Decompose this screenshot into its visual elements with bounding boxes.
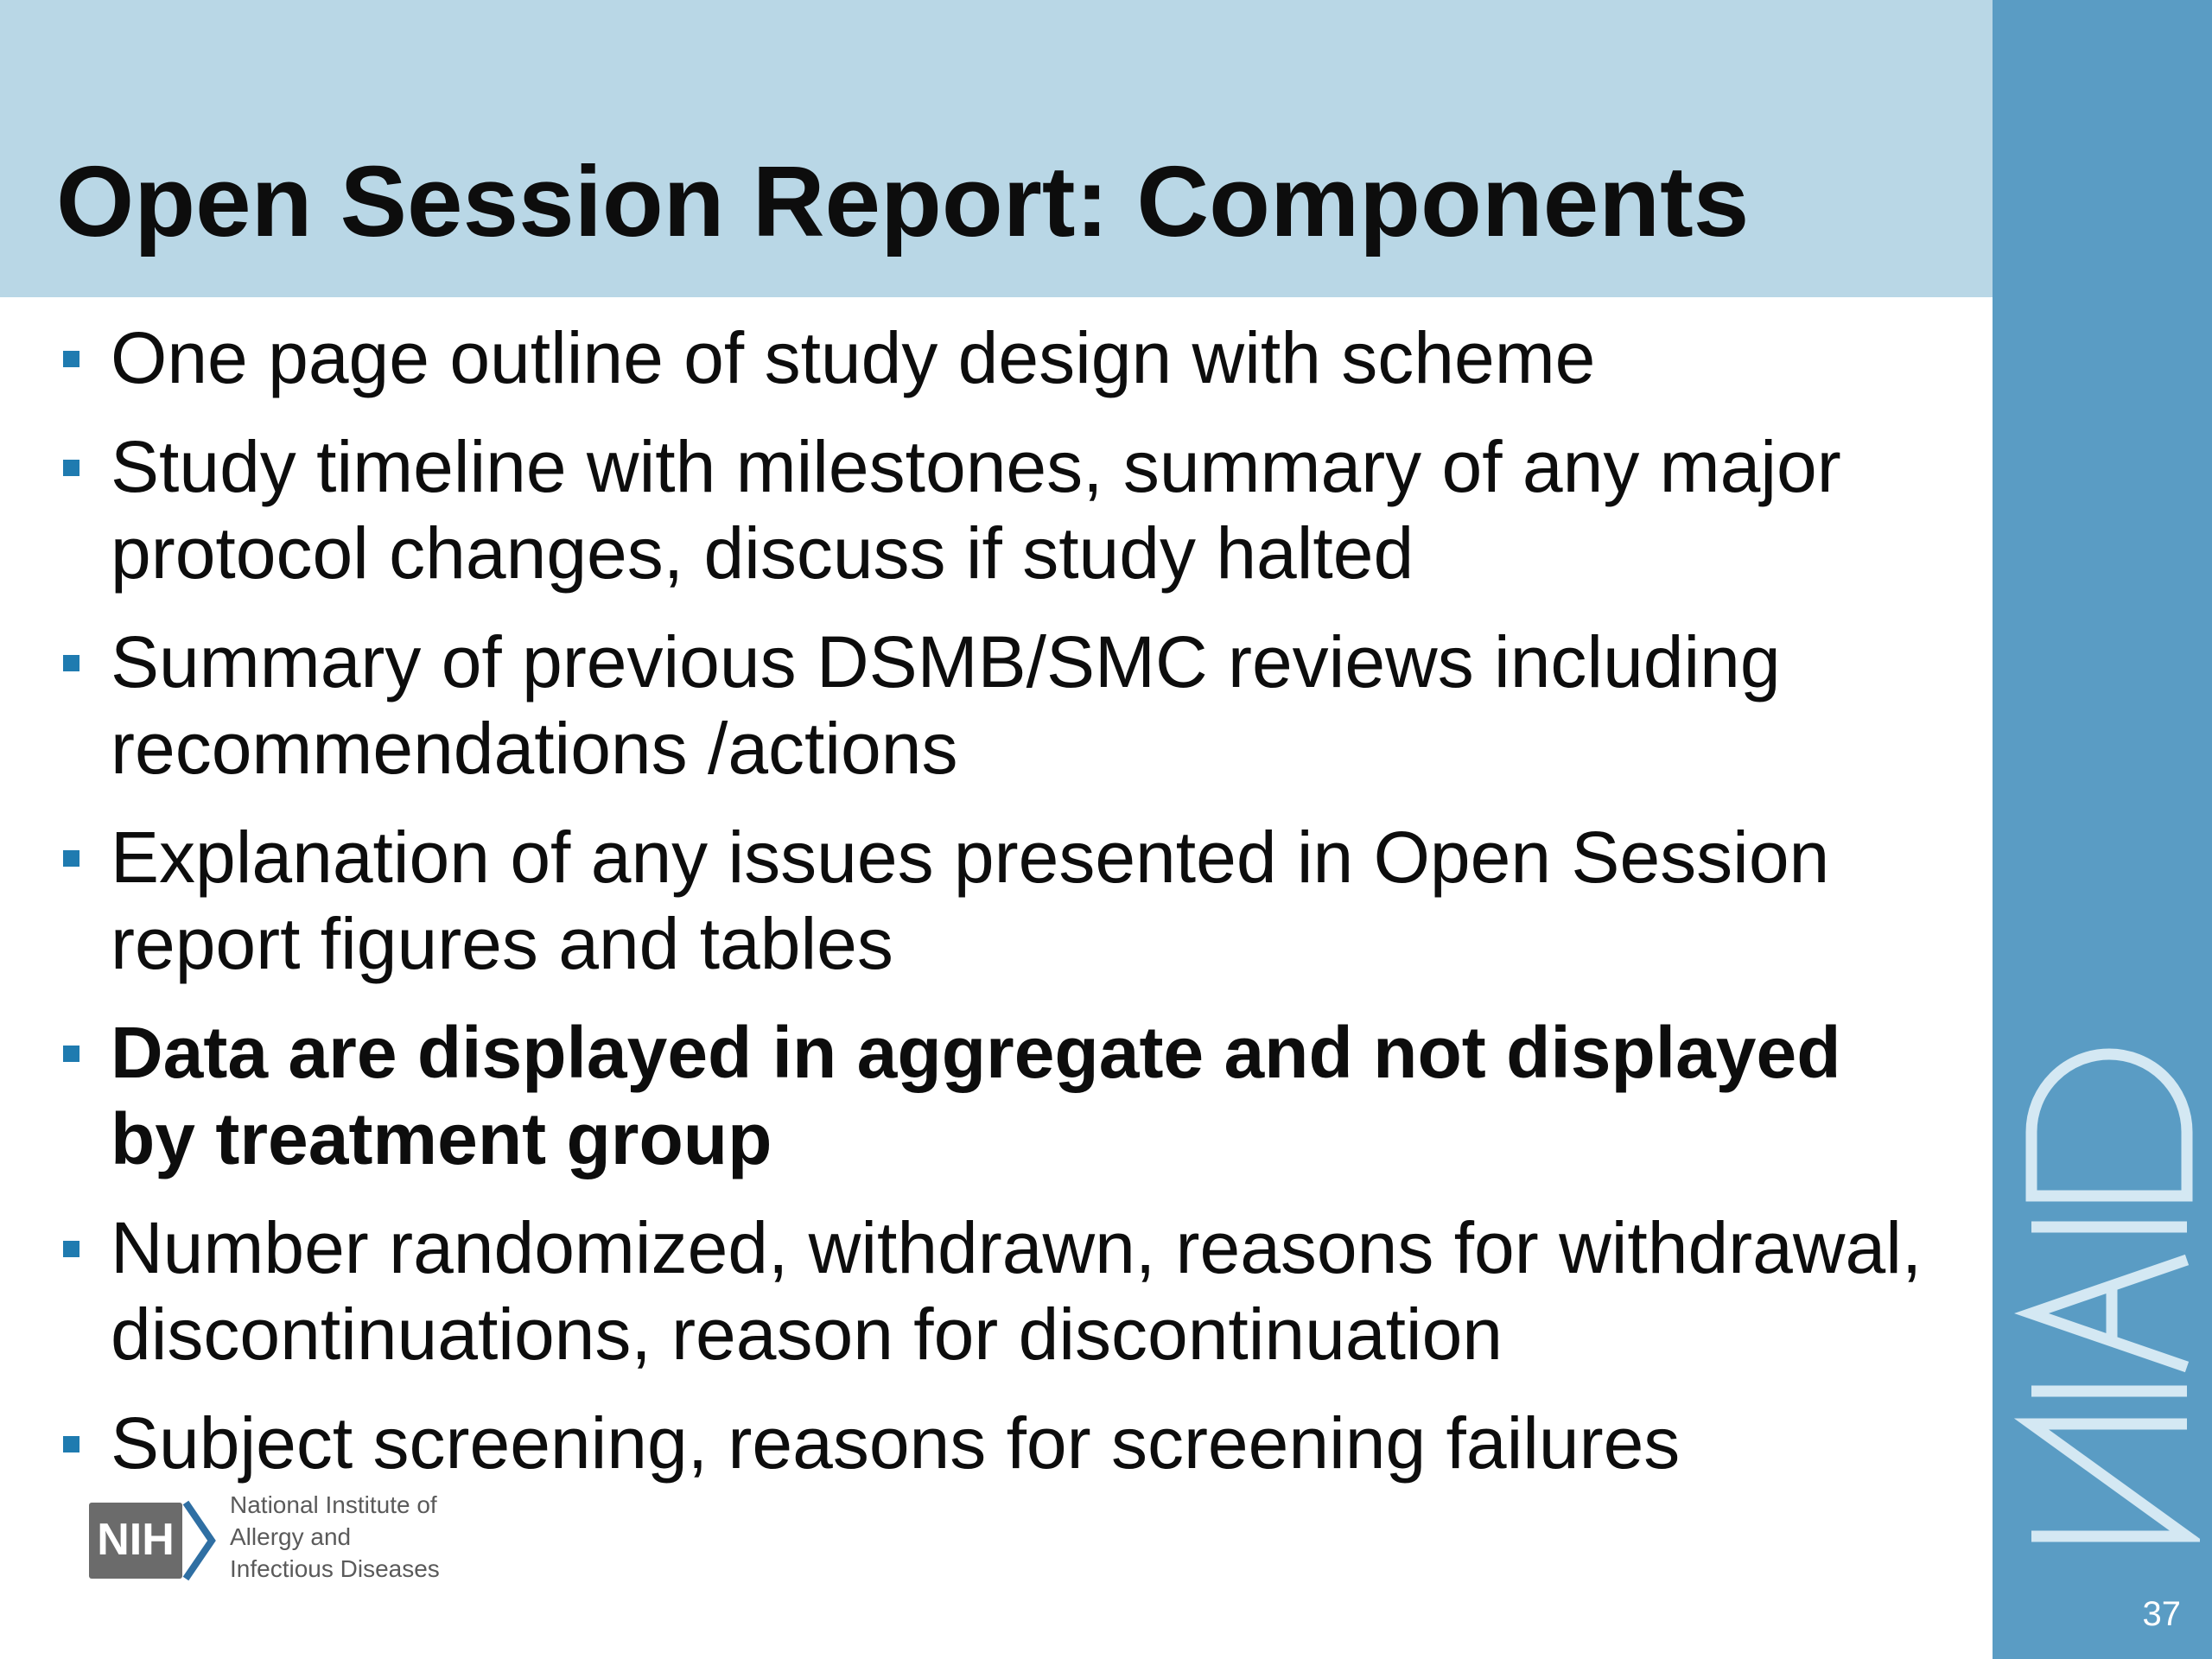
bullet-line: discontinuations, reason for discontinuation [111, 1294, 1503, 1375]
slide-title: Open Session Report: Components [56, 145, 1750, 257]
bullet-text [111, 621, 1781, 789]
bullet-line: Explanation of any issues presented in Open Session [111, 817, 1830, 898]
nih-logo-text [230, 1489, 440, 1585]
bullet-line: Number randomized, withdrawn, reasons for withdrawal, [111, 1207, 1923, 1288]
nih-badge-icon [89, 1497, 220, 1584]
bullet-marker-icon [63, 460, 79, 476]
bullet-line: recommendations /actions [111, 708, 958, 789]
bullet-item [60, 1009, 1987, 1182]
bullet-text [111, 1207, 1922, 1375]
bullet-marker-icon [63, 1241, 79, 1257]
bullet-marker-icon [63, 351, 79, 367]
page-number: 37 [2142, 1595, 2181, 1633]
bullet-text [111, 426, 1841, 594]
bullet-item [60, 619, 1987, 791]
bullet-line: protocol changes, discuss if study halted [111, 512, 1414, 594]
bullet-text [111, 1012, 1841, 1179]
bullet-item [60, 1205, 1987, 1377]
bullet-line: One page outline of study design with scheme [111, 317, 1596, 398]
nih-logo-line: National Institute of [230, 1491, 437, 1518]
nih-logo [89, 1489, 469, 1592]
bullet-text [111, 1402, 1680, 1484]
nih-logo-line: Infectious Diseases [230, 1555, 440, 1582]
nih-logo-line: Allergy and [230, 1523, 352, 1550]
bullet-marker-icon [63, 655, 79, 671]
nih-badge-text: NIH [97, 1515, 175, 1565]
bullet-item [60, 814, 1987, 987]
bullet-marker-icon [63, 1436, 79, 1452]
bullet-list [60, 315, 1987, 1509]
bullet-line: Study timeline with milestones, summary of any major [111, 426, 1841, 507]
bullet-item [60, 315, 1987, 401]
bullet-line: Data are displayed in aggregate and not displayed [111, 1012, 1841, 1093]
bullet-line: Summary of previous DSMB/SMC reviews including [111, 621, 1781, 702]
bullet-line: report figures and tables [111, 903, 893, 984]
bullet-item [60, 1400, 1987, 1486]
bullet-line: Subject screening, reasons for screening failures [111, 1402, 1681, 1484]
niaid-wordmark-icon [2010, 1011, 2200, 1547]
bullet-text [111, 817, 1829, 984]
bullet-marker-icon [63, 850, 79, 867]
bullet-marker-icon [63, 1046, 79, 1062]
bullet-text [111, 317, 1595, 398]
bullet-item [60, 423, 1987, 596]
bullet-line: by treatment group [111, 1098, 772, 1179]
